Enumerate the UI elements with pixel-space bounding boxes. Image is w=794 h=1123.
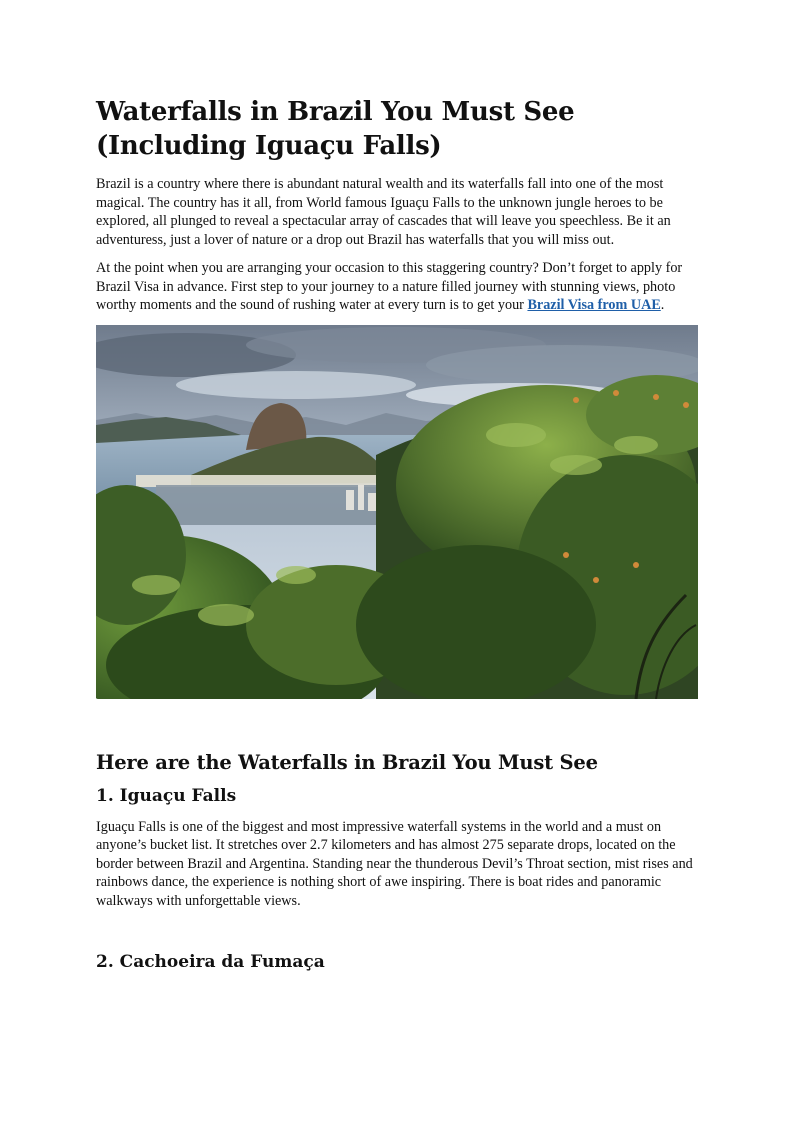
item-heading-iguacu: 1. Iguaçu Falls (96, 785, 237, 806)
visa-paragraph-end: . (660, 297, 665, 313)
section-heading: Here are the Waterfalls in Brazil You Must See (96, 750, 598, 774)
visa-paragraph (96, 259, 698, 315)
item-heading-cachoeira: 2. Cachoeira da Fumaça (96, 952, 325, 972)
item-text-iguacu: Iguaçu Falls is one of the biggest and most impressive waterfall systems in the world and a must on anyone’s bucket list. It stretches over 2.7 kilometers and has almost 275 separate drops, located on the border between Brazil and Argentina. Standing near the thunderous Devil’s Throat section, mist rises and rainbows dance, the experience is nothing short of awe inspiring. There is boat rides and panoramic walkways with unforgettable views. (96, 818, 693, 909)
visa-paragraph-text: At the point when you are arranging your occasion to this staggering country? Don’t forget to apply for Brazil Visa in advance. First step to your journey to a nature filled journey with stunning views, photo worthy moments and the sound of rushing water at every turn is to get your (96, 260, 683, 313)
document-page (96, 95, 698, 984)
rio-landscape-photo (96, 325, 698, 699)
brazil-visa-link[interactable]: Brazil Visa from UAE (527, 297, 661, 313)
page-title: Waterfalls in Brazil You Must See (Including Iguaçu Falls) (96, 97, 575, 161)
intro-paragraph: Brazil is a country where there is abundant natural wealth and its waterfalls fall into one of the most magical. The country has it all, from World famous Iguaçu Falls to the unknown jungle heroes to be explored, all plunged to reveal a spectacular array of cascades that will leave you speechless. Be it an adventuress, just a lover of nature or a drop out Brazil has waterfalls that you will miss out. (96, 176, 671, 248)
